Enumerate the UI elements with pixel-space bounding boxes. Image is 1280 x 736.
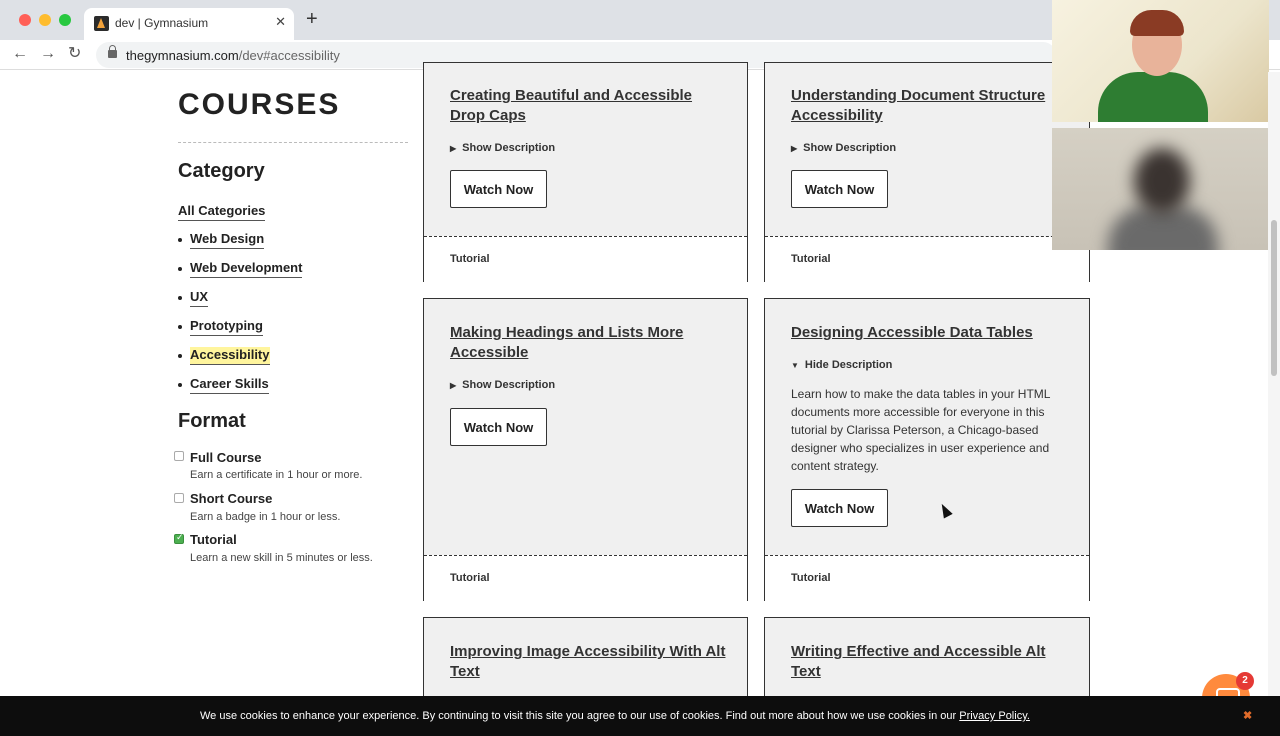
bullet — [178, 267, 182, 271]
all-categories-link[interactable]: All Categories — [178, 203, 265, 221]
triangle-down-icon: ▼ — [791, 361, 799, 370]
course-type: Tutorial — [450, 572, 490, 584]
browser-tab[interactable] — [84, 8, 294, 40]
triangle-right-icon: ▶ — [791, 144, 798, 153]
show-description-toggle[interactable]: ▶ Show Description — [450, 142, 556, 154]
minimize-window-button[interactable] — [39, 14, 51, 26]
category-web-design[interactable]: Web Design — [190, 231, 264, 249]
reload-icon[interactable]: ↻ — [68, 45, 82, 62]
privacy-policy-link[interactable]: Privacy Policy. — [959, 710, 1030, 722]
video-participant-2 — [1052, 128, 1269, 250]
page-scrollbar[interactable] — [1268, 72, 1280, 696]
bullet — [178, 325, 182, 329]
course-description: Learn how to make the data tables in your HTML documents more accessible for everyone in this tutorial by Clarissa Peterson, a Chicago-based designer who specializes in user experience and content strategy. — [791, 387, 1051, 473]
short-course-label[interactable]: Short Course — [190, 491, 273, 506]
category-web-development[interactable]: Web Development — [190, 260, 302, 278]
course-type: Tutorial — [791, 253, 831, 265]
category-prototyping[interactable]: Prototyping — [190, 318, 263, 336]
triangle-right-icon: ▶ — [450, 381, 457, 390]
hide-description-toggle[interactable]: ▼ Hide Description — [791, 359, 893, 371]
course-title-link[interactable]: Making Headings and Lists More Accessible — [450, 324, 684, 361]
watch-now-button[interactable]: Watch Now — [791, 170, 888, 208]
lock-icon — [108, 50, 117, 58]
participant-body — [1098, 72, 1208, 122]
scroll-thumb[interactable] — [1271, 220, 1277, 376]
cookie-banner — [0, 696, 1280, 736]
cookie-close-icon[interactable]: ✖ — [1243, 710, 1253, 722]
bullet — [178, 354, 182, 358]
course-card — [423, 298, 748, 601]
course-title-link[interactable]: Writing Effective and Accessible Alt Text — [791, 643, 1046, 680]
bullet — [178, 296, 182, 300]
tab-title: dev | Gymnasium — [115, 16, 209, 30]
course-title-link[interactable]: Understanding Document Structure Accessibility — [791, 87, 1046, 124]
category-career-skills[interactable]: Career Skills — [190, 376, 269, 394]
tab-close-icon[interactable]: ✕ — [275, 14, 286, 29]
card-footer — [765, 236, 1089, 282]
card-footer — [424, 555, 747, 601]
watch-now-button[interactable]: Watch Now — [450, 408, 547, 446]
course-type: Tutorial — [791, 572, 831, 584]
back-icon[interactable]: ← — [12, 45, 28, 62]
watch-now-button[interactable]: Watch Now — [450, 170, 547, 208]
show-description-toggle[interactable]: ▶ Show Description — [791, 142, 897, 154]
zoom-window-button[interactable] — [59, 14, 71, 26]
triangle-right-icon: ▶ — [450, 144, 457, 153]
course-card — [764, 298, 1090, 601]
tutorial-desc: Learn a new skill in 5 minutes or less. — [190, 552, 373, 564]
format-heading: Format — [178, 410, 246, 432]
full-course-checkbox[interactable] — [174, 451, 184, 461]
category-ux[interactable]: UX — [190, 289, 208, 307]
tutorial-label[interactable]: Tutorial — [190, 532, 237, 547]
gymnasium-favicon-icon — [94, 16, 109, 31]
short-course-checkbox[interactable] — [174, 493, 184, 503]
full-course-label[interactable]: Full Course — [190, 450, 262, 465]
divider — [178, 142, 408, 143]
close-window-button[interactable] — [19, 14, 31, 26]
card-footer — [424, 236, 747, 282]
full-course-desc: Earn a certificate in 1 hour or more. — [190, 469, 363, 481]
course-title-link[interactable]: Creating Beautiful and Accessible Drop Caps — [450, 87, 693, 124]
show-description-toggle[interactable]: ▶ Show Description — [450, 379, 556, 391]
url-text: thegymnasium.com/dev#accessibility — [126, 48, 340, 63]
new-tab-icon[interactable]: + — [306, 8, 318, 30]
participant-head — [1134, 148, 1190, 214]
course-card — [764, 62, 1090, 282]
tutorial-checkbox[interactable] — [174, 534, 184, 544]
chat-notification-badge: 2 — [1236, 672, 1254, 690]
forward-icon[interactable]: → — [40, 45, 56, 62]
course-type: Tutorial — [450, 253, 490, 265]
course-title-link[interactable]: Designing Accessible Data Tables — [791, 324, 1033, 341]
bullet — [178, 383, 182, 387]
card-footer — [765, 555, 1089, 601]
cookie-text: We use cookies to enhance your experience. By continuing to visit this site you agree to our use of cookies. Find out more about how we use cookies in our Privacy Policy. — [200, 710, 1030, 722]
short-course-desc: Earn a badge in 1 hour or less. — [190, 511, 341, 523]
video-participant-1 — [1052, 0, 1269, 122]
page-title: COURSES — [178, 88, 341, 121]
watch-now-button[interactable]: Watch Now — [791, 489, 888, 527]
course-card — [423, 62, 748, 282]
course-title-link[interactable]: Improving Image Accessibility With Alt Text — [450, 643, 726, 680]
category-heading: Category — [178, 160, 265, 182]
participant-hair — [1130, 10, 1184, 36]
category-accessibility[interactable]: Accessibility — [190, 347, 270, 365]
bullet — [178, 238, 182, 242]
